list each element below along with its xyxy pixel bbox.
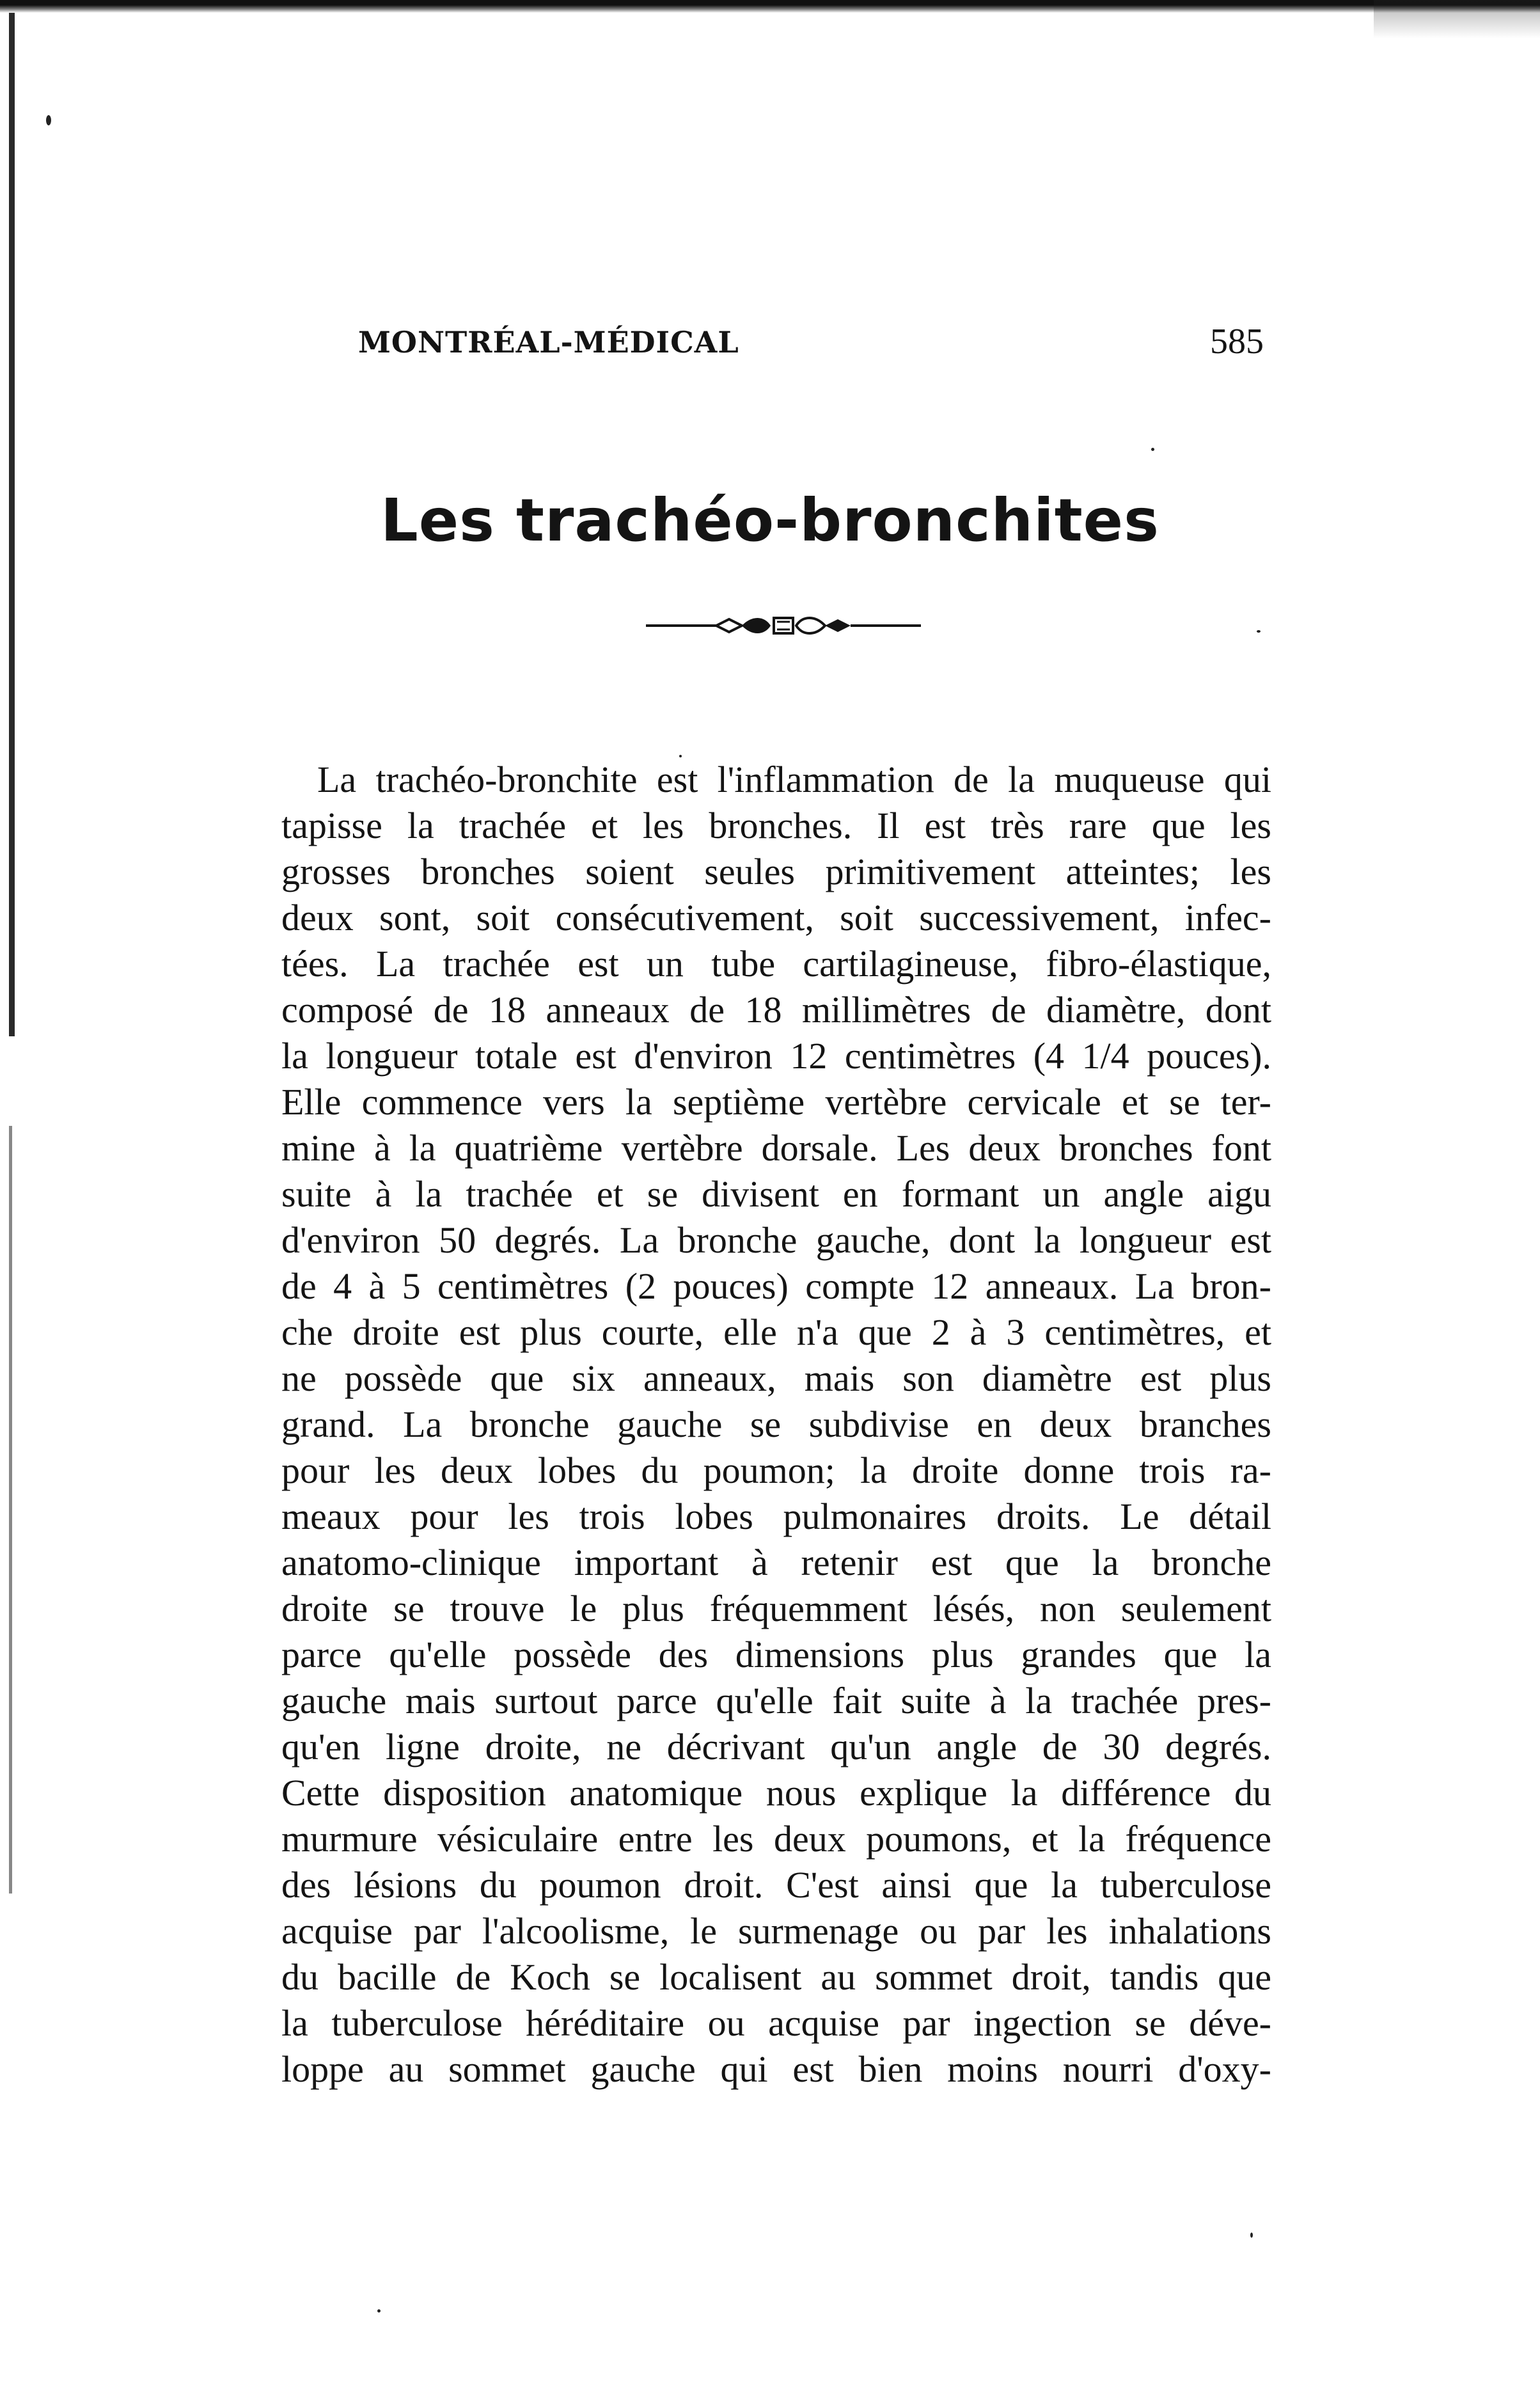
text-line: tées. La trachée est un tube cartilagineuse, fibro-élastique, (281, 943, 1271, 984)
article-title: Les trachéo-bronchites (381, 486, 1159, 555)
scan-speck (1151, 448, 1154, 451)
decorative-rule-ornament-icon (646, 613, 921, 638)
text-line: murmure vésiculaire entre les deux poumons, et la fréquence (281, 1818, 1271, 1860)
text-line: deux sont, soit consécutivement, soit successivement, infec- (281, 897, 1271, 938)
running-head (0, 320, 1540, 371)
text-line: acquise par l'alcoolisme, le surmenage ou par les inhalations (281, 1910, 1271, 1952)
text-line: Cette disposition anatomique nous explique la différence du (281, 1772, 1271, 1814)
scan-speck (377, 2309, 381, 2313)
text-line: de 4 à 5 centimètres (2 pouces) compte 12 anneaux. La bron- (281, 1265, 1271, 1307)
text-line: meaux pour les trois lobes pulmonaires droits. Le détail (281, 1496, 1271, 1537)
article-body (281, 757, 1271, 2092)
text-line: mine à la quatrième vertèbre dorsale. Les deux bronches font (281, 1127, 1271, 1169)
text-line: suite à la trachée et se divisent en formant un angle aigu (281, 1173, 1271, 1215)
scan-speck (1257, 630, 1261, 633)
text-line: tapisse la trachée et les bronches. Il est très rare que les (281, 805, 1271, 846)
text-line: che droite est plus courte, elle n'a que 2 à 3 centimètres, et (281, 1311, 1271, 1353)
text-line: ne possède que six anneaux, mais son diamètre est plus (281, 1357, 1271, 1399)
text-line: parce qu'elle possède des dimensions plus grandes que la (281, 1634, 1271, 1675)
text-line: grosses bronches soient seules primitivement atteintes; les (281, 851, 1271, 892)
text-line: composé de 18 anneaux de 18 millimètres de diamètre, dont (281, 989, 1271, 1031)
scan-smudge-top-right (1374, 0, 1540, 38)
text-line: d'environ 50 degrés. La bronche gauche, dont la longueur est (281, 1219, 1271, 1261)
scan-speck (1250, 2233, 1253, 2238)
scan-speck (46, 115, 51, 125)
text-line: droite se trouve le plus fréquemment lésés, non seulement (281, 1588, 1271, 1629)
text-line: loppe au sommet gauche qui est bien moins nourri d'oxy- (281, 2048, 1271, 2090)
text-line: des lésions du poumon droit. C'est ainsi que la tuberculose (281, 1864, 1271, 1906)
text-line: anatomo-clinique important à retenir est que la bronche (281, 1542, 1271, 1583)
page-number: 585 (1210, 322, 1264, 361)
scan-edge-top (0, 0, 1540, 13)
text-line: pour les deux lobes du poumon; la droite donne trois ra- (281, 1450, 1271, 1491)
scan-edge-left-lower (9, 1126, 12, 1894)
text-line: grand. La bronche gauche se subdivise en deux branches (281, 1404, 1271, 1445)
text-line: la tuberculose héréditaire ou acquise par ingection se déve- (281, 2002, 1271, 2044)
text-line: qu'en ligne droite, ne décrivant qu'un angle de 30 degrés. (281, 1726, 1271, 1767)
text-line: la longueur totale est d'environ 12 centimètres (4 1/4 pouces). (281, 1035, 1271, 1077)
text-line: La trachéo-bronchite est l'inflammation de la muqueuse qui (317, 759, 1271, 800)
text-line: Elle commence vers la septième vertèbre cervicale et se ter- (281, 1081, 1271, 1123)
text-line: du bacille de Koch se localisent au sommet droit, tandis que (281, 1956, 1271, 1998)
text-line: gauche mais surtout parce qu'elle fait suite à la trachée pres- (281, 1680, 1271, 1721)
journal-name: MONTRÉAL-MÉDICAL (358, 325, 739, 360)
